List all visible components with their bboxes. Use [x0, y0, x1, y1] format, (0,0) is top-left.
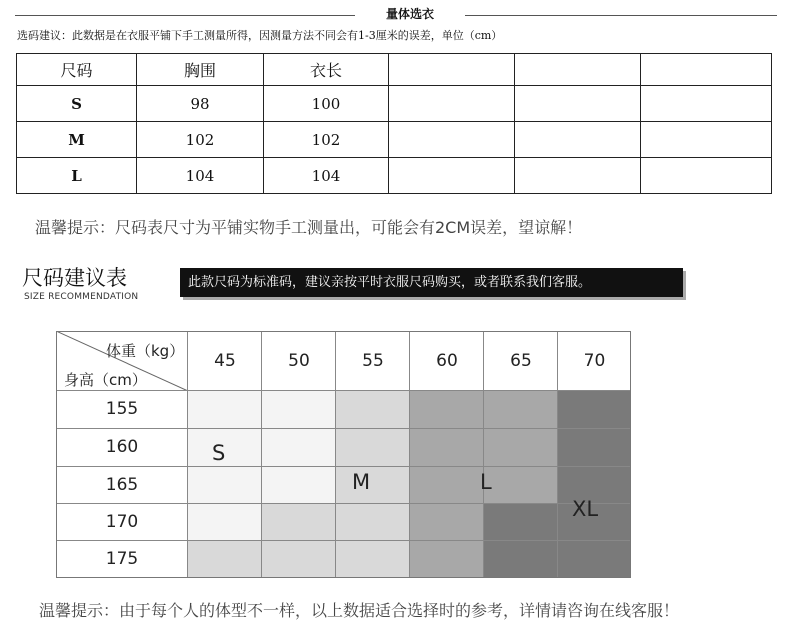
size-label-s: S — [212, 441, 226, 465]
size-label-xl: XL — [572, 497, 599, 521]
table-header-row — [17, 54, 772, 86]
size-cell-m — [336, 391, 410, 429]
empty-cell — [389, 122, 515, 158]
size-cell-xl — [558, 391, 631, 429]
weight-value: 45 — [214, 351, 236, 371]
page-title: 量体选衣 — [385, 7, 434, 21]
size-cell-xl — [558, 429, 631, 467]
size-cell-s — [262, 467, 336, 504]
corner-cell — [56, 331, 188, 391]
height-value: 155 — [105, 399, 139, 419]
size-cell-xl — [484, 504, 558, 541]
recommendation-banner: 此款尺码为标准码，建议亲按平时衣服尺码购买，或者联系我们客服。 — [180, 268, 683, 297]
measurement-note: 选码建议：此数据是在衣服平铺下手工测量所得，因测量方法不同会有1-3厘米的误差，单位（cm） — [17, 29, 503, 42]
chest-cell: 98 — [137, 86, 264, 122]
empty-cell — [389, 86, 515, 122]
size-cell-m — [336, 429, 410, 467]
size-cell-m — [262, 504, 336, 541]
reference-tip: 温馨提示：由于每个人的体型不一样，以上数据适合选择时的参考，详情请咨询在线客服！ — [39, 601, 680, 620]
header-line-left — [15, 15, 355, 16]
size-cell-s — [188, 504, 262, 541]
size-cell: S — [17, 86, 137, 122]
empty-cell — [515, 86, 641, 122]
size-cell-s — [188, 467, 262, 504]
recommendation-title: 尺码建议表 — [22, 266, 127, 290]
empty-cell — [641, 122, 772, 158]
size-cell-l — [410, 541, 484, 578]
empty-cell — [515, 122, 641, 158]
size-cell-l — [410, 429, 484, 467]
measurement-table — [16, 53, 772, 194]
size-cell-l — [410, 467, 484, 504]
table-row — [17, 122, 772, 158]
table-row — [17, 86, 772, 122]
header-cell: 衣长 — [264, 54, 389, 86]
size-cell-s — [262, 391, 336, 429]
header-cell: 尺码 — [17, 54, 137, 86]
size-cell: M — [17, 122, 137, 158]
empty-cell — [641, 158, 772, 194]
size-label-m: M — [352, 470, 371, 494]
header-cell — [641, 54, 772, 86]
size-cell: L — [17, 158, 137, 194]
header-line-right — [465, 15, 777, 16]
height-value: 175 — [105, 548, 139, 569]
recommendation-subtitle: SIZE RECOMMENDATION — [24, 292, 139, 302]
weight-axis-label: 体重（kg） — [106, 342, 185, 360]
size-cell-m — [336, 467, 410, 504]
measurement-tip: 温馨提示：尺码表尺寸为平铺实物手工测量出，可能会有2CM误差，望谅解！ — [35, 218, 583, 237]
weight-value: 60 — [436, 351, 458, 371]
weight-value: 65 — [510, 351, 532, 371]
chest-cell: 104 — [137, 158, 264, 194]
weight-value: 70 — [583, 351, 606, 371]
length-cell: 100 — [264, 86, 389, 122]
header-cell — [515, 54, 641, 86]
empty-cell — [641, 86, 772, 122]
size-cell-xl — [484, 541, 558, 578]
empty-cell — [515, 158, 641, 194]
size-cell-l — [410, 504, 484, 541]
weight-value: 50 — [288, 351, 310, 371]
size-cell-l — [484, 391, 558, 429]
size-recommendation-grid — [56, 331, 631, 578]
size-cell-xl — [558, 541, 631, 578]
height-axis-label: 身高（cm） — [64, 371, 147, 389]
size-label-l: L — [480, 470, 492, 494]
weight-value: 55 — [362, 351, 384, 371]
size-cell-l — [410, 391, 484, 429]
size-cell-m — [262, 541, 336, 578]
height-value: 160 — [105, 437, 139, 457]
length-cell: 102 — [264, 122, 389, 158]
header-cell — [389, 54, 515, 86]
empty-cell — [389, 158, 515, 194]
size-cell-m — [188, 541, 262, 578]
size-cell-m — [336, 504, 410, 541]
size-cell-m — [336, 541, 410, 578]
chest-cell: 102 — [137, 122, 264, 158]
header-cell: 胸围 — [137, 54, 264, 86]
size-cell-s — [188, 391, 262, 429]
size-cell-l — [484, 429, 558, 467]
size-cell-s — [262, 429, 336, 467]
size-cell-l — [484, 467, 558, 504]
length-cell: 104 — [264, 158, 389, 194]
height-value: 170 — [105, 511, 139, 532]
table-row — [17, 158, 772, 194]
height-value: 165 — [105, 474, 139, 495]
